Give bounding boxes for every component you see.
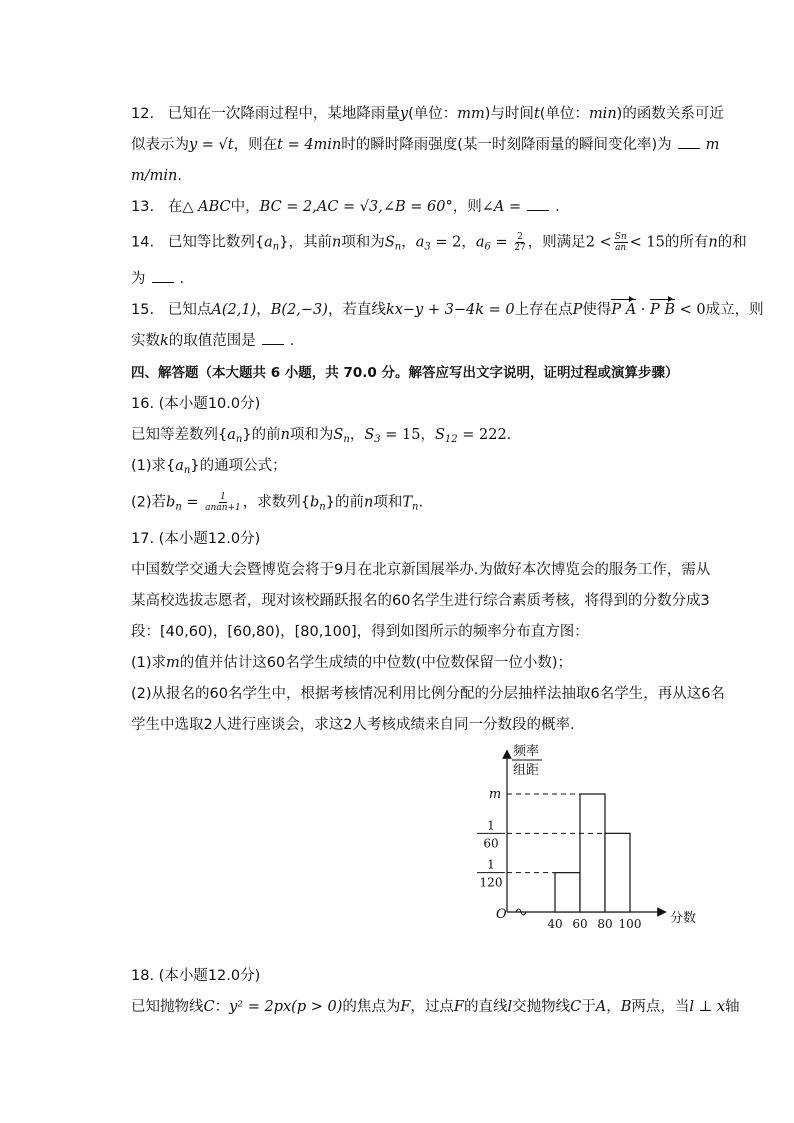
x-tick-label: 40 xyxy=(547,917,563,931)
fraction: $\frac{Sn}{an}$ xyxy=(614,232,627,253)
x-tick-label: 80 xyxy=(597,917,613,931)
y-tick-numerator: 1 xyxy=(487,857,495,872)
section-heading: 四、解答题（本大题共 6 小题，共 70.0 分。解答应写出文字说明，证明过程或演算步骤） xyxy=(131,365,679,381)
q16-part-2: (2)若$b_n$ = $\frac{1}{\text{anan+1}}$ ，求数列$\{b_n\}$的前n项和$T_n$. xyxy=(131,492,424,513)
q17-heading: 17. (本小题12.0分) xyxy=(131,531,261,547)
frequency-histogram xyxy=(460,740,720,935)
q12-line-1: 12. 已知在一次降雨过程中，某地降雨量y(单位：mm)与时间t(单位：min)的函数关系可近 xyxy=(131,106,724,122)
answer-blank xyxy=(152,270,174,283)
y-axis-label-numerator: 频率 xyxy=(513,744,540,759)
q12-line-2: 似表示为y = √t，则在t = 4min时的瞬时降雨强度(某一时刻降雨量的瞬间变化率)为 m xyxy=(131,137,720,153)
y-tick-denominator: 120 xyxy=(479,875,503,890)
y-axis-label-denominator: 组距 xyxy=(513,763,540,778)
histogram-bar xyxy=(580,794,605,912)
y-tick-denominator: 60 xyxy=(483,836,499,851)
q17-line-1: 中国数学交通大会暨博览会将于9月在北京新国展举办.为做好本次博览会的服务工作，需从 xyxy=(131,562,711,578)
q17-part-2: (2)从报名的60名学生中，根据考核情况利用比例分配的分层抽样法抽取6名学生，再从这6名 xyxy=(131,686,725,702)
histogram-bar xyxy=(555,873,580,912)
q17-line-3: 段：[40,60)，[60,80)，[80,100]，得到如图所示的频率分布直方图： xyxy=(131,624,589,640)
x-tick-label: 100 xyxy=(618,917,642,931)
q16-part-1: (1)求$\{a_n\}$的通项公式； xyxy=(131,458,287,476)
histogram-bar xyxy=(605,833,630,912)
q16-line-1: 已知等差数列$\{a_n\}$的前n项和为$S_n$，$S_3 = 15$，$S_{12} = 222$. xyxy=(131,427,512,445)
x-tick-label: 60 xyxy=(572,917,588,931)
q17-part-3: 学生中选取2人进行座谈会，求这2人考核成绩来自同一分数段的概率. xyxy=(131,717,575,733)
q14-line-2: 为 . xyxy=(131,271,185,287)
q14-line-1: 14. 已知等比数列$\{a_n\}$，其前n项和为$S_n$，$a_3 = 2$，$a_6$ = $\frac{2}{27}$ ，则满足2 < $\frac{Sn}{an}$ < 15的所有n的和 xyxy=(131,232,747,253)
origin-label: O xyxy=(496,907,507,922)
q15-line-1: 15. 已知点A(2,1)，B(2,−3)，若直线kx−y + 3−4k = 0上存在点P使得P A · P B < 0成立，则 xyxy=(131,302,764,318)
q15-line-2: 实数k的取值范围是 . xyxy=(131,333,295,349)
q18-heading: 18. (本小题12.0分) xyxy=(131,968,261,984)
q12-line-3: m/min. xyxy=(131,168,182,184)
q17-part-1: (1)求m的值并估计这60名学生成绩的中位数(中位数保留一位小数)； xyxy=(131,655,573,671)
fraction: $\frac{2}{27}$ xyxy=(514,232,526,253)
q17-line-2: 某高校选拔志愿者，现对该校踊跃报名的60名学生进行综合素质考核，将得到的分数分成3 xyxy=(131,593,710,609)
answer-blank xyxy=(527,198,549,211)
answer-blank xyxy=(678,136,700,149)
x-axis-label: 分数 xyxy=(670,911,697,926)
q18-line-1: 已知抛物线C：y² = 2px(p > 0)的焦点为F，过点F的直线l交抛物线C于A，B两点，当l ⊥ x轴 xyxy=(131,999,740,1015)
answer-blank xyxy=(262,332,284,345)
fraction: $\frac{1}{\text{anan+1}}$ xyxy=(205,492,241,513)
q13-line: 13. 在△ ABC中，BC = 2,AC = √3,∠B = 60°，则∠A = . xyxy=(131,199,560,215)
y-tick-numerator: 1 xyxy=(487,818,495,833)
q16-heading: 16. (本小题10.0分) xyxy=(131,396,261,412)
y-tick-label-m: m xyxy=(488,787,502,802)
